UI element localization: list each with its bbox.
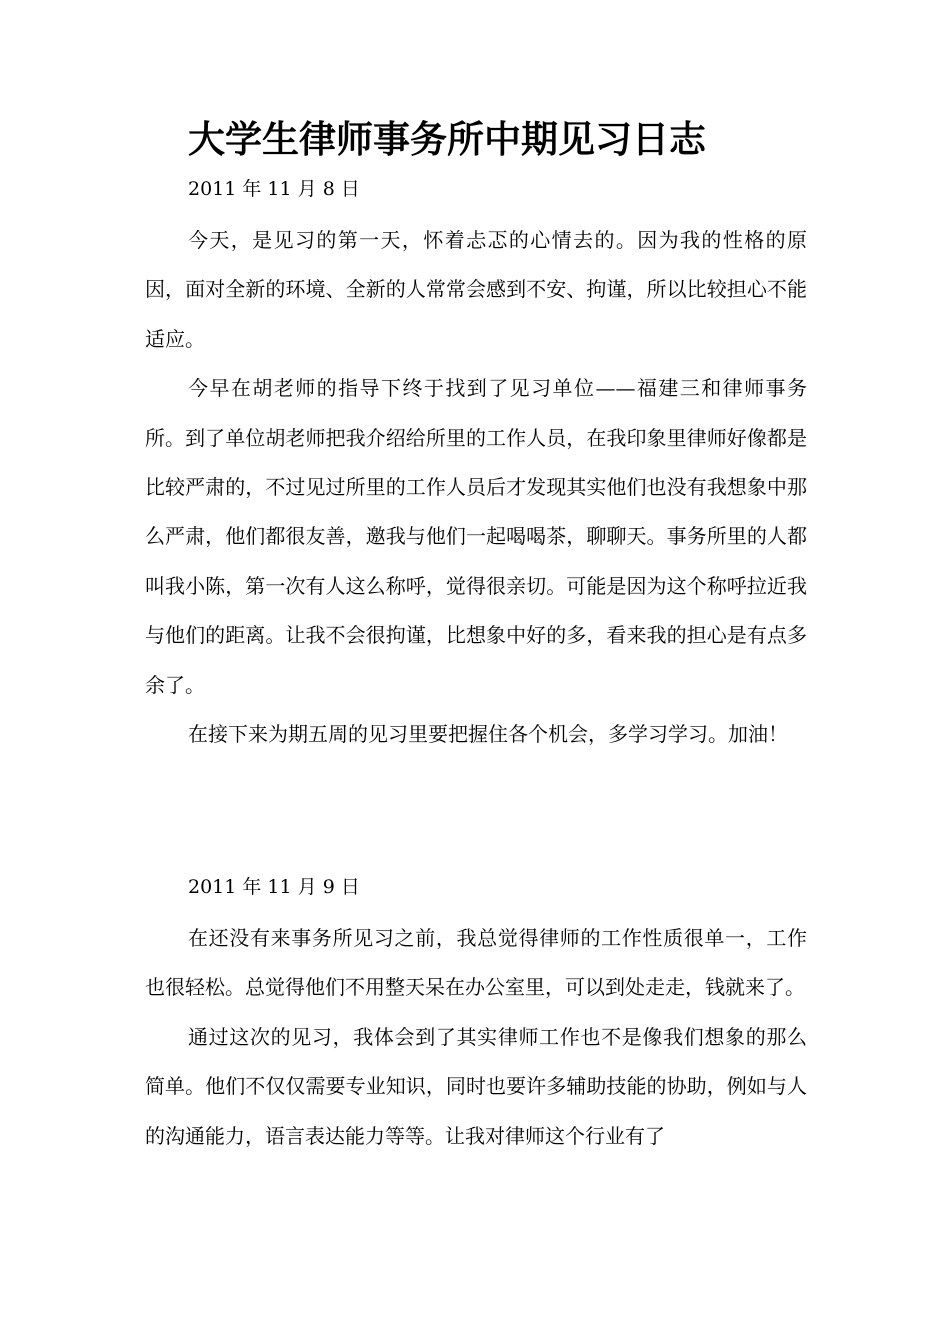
entry-date: 2011 年 11 月 8 日 bbox=[188, 178, 360, 200]
paragraph: 在接下来为期五周的见习里要把握住各个机会，多学习学习。加油！ bbox=[188, 722, 788, 747]
paragraph: 通过这次的见习，我体会到了其实律师工作也不是像我们想象的那么简单。他们不仅仅需要专业知识，同时也要许多辅助技能的协助，例如与人的沟通能力，语言表达能力等等。让我对律师这个行业有了 bbox=[145, 1024, 807, 1148]
entry-date: 2011 年 11 月 9 日 bbox=[188, 876, 360, 898]
entry-body bbox=[145, 914, 807, 1161]
document-title: 大学生律师事务所中期见习日志 bbox=[188, 118, 706, 161]
paragraph: 今天，是见习的第一天，怀着忐忑的心情去的。因为我的性格的原因，面对全新的环境、全新的人常常会感到不安、拘谨，所以比较担心不能适应。 bbox=[145, 228, 807, 351]
entry-body bbox=[145, 216, 807, 759]
paragraph: 在还没有来事务所见习之前，我总觉得律师的工作性质很单一，工作也很轻松。总觉得他们不用整天呆在办公室里，可以到处走走，钱就来了。 bbox=[145, 926, 807, 1000]
paragraph: 今早在胡老师的指导下终于找到了见习单位——福建三和律师事务所。到了单位胡老师把我介绍给所里的工作人员，在我印象里律师好像都是比较严肃的，不过见过所里的工作人员后才发现其实他们也没有我想象中那么严肃，他们都很友善，邀我与他们一起喝喝茶，聊聊天。事务所里的人都叫我小陈，第一次有人这么称呼，觉得很亲切。可能是因为这个称呼拉近我与他们的距离。让我不会很拘谨，比想象中好的多，看来我的担心是有点多余了。 bbox=[145, 376, 807, 697]
